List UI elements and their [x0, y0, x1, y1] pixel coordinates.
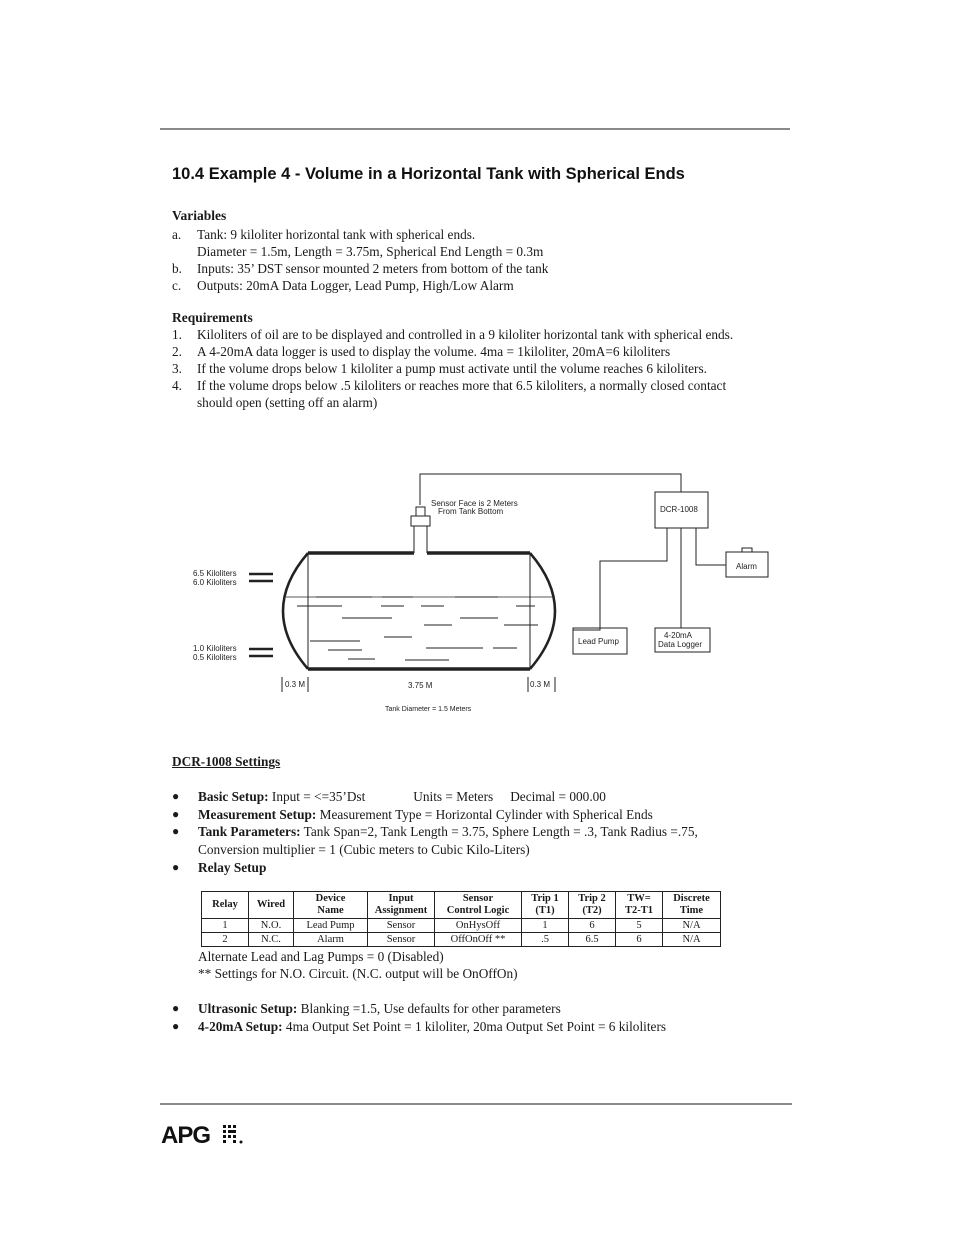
list-item: ● Ultrasonic Setup: Blanking =1.5, Use defaults for other parameters	[172, 1001, 561, 1016]
note-line: Alternate Lead and Lag Pumps = 0 (Disabled)	[198, 949, 444, 964]
liquid-surface	[297, 597, 538, 660]
column-header: Trip 2 (T2)	[569, 892, 616, 919]
requirements-list	[172, 326, 733, 411]
alarm-label: Alarm	[736, 562, 757, 571]
list-item: 2. A 4-20mA data logger is used to display the volume. 4ma = 1kiloliter, 20mA=6 kiloliters	[172, 344, 671, 359]
list-item: ● Tank Parameters: Tank Span=2, Tank Length = 3.75, Sphere Length = .3, Tank Radius =.75,	[172, 824, 698, 840]
footer-rule	[160, 1103, 792, 1105]
list-item-continuation: should open (setting off an alarm)	[197, 395, 378, 410]
list-item: ● 4-20mA Setup: 4ma Output Set Point = 1 kiloliter, 20ma Output Set Point = 6 kiloliters	[172, 1018, 667, 1034]
list-item: b. Inputs: 35’ DST sensor mounted 2 meters from bottom of the tank	[172, 261, 549, 276]
list-item: 1. Kiloliters of oil are to be displayed and controlled in a 9 kiloliter horizontal tank with spherical ends.	[172, 327, 734, 342]
column-header: TW= T2-T1	[616, 892, 663, 919]
column-header: Trip 1 (T1)	[522, 892, 569, 919]
list-item: 3. If the volume drops below 1 kiloliter a pump must activate until the volume reaches 6 kiloliters.	[172, 361, 707, 376]
column-header: Wired	[249, 892, 294, 919]
low-level-marker	[249, 649, 273, 656]
list-item: ● Relay Setup	[172, 859, 267, 875]
settings-list-2	[172, 1000, 666, 1035]
table-header-row	[202, 892, 721, 919]
list-item-continuation: Conversion multiplier = 1 (Cubic meters to Cubic Kilo-Liters)	[198, 842, 530, 858]
tank-diagram	[185, 468, 785, 718]
sensor-body	[414, 526, 427, 553]
list-item: 4. If the volume drops below .5 kiloliters or reaches more that 6.5 kiloliters, a normally closed contact	[172, 378, 727, 393]
table-row: 2 N.C. Alarm Sensor OffOnOff ** .5 6.5 6 N/A	[202, 933, 721, 947]
diameter-label: Tank Diameter = 1.5 Meters	[385, 706, 472, 713]
variables-heading: Variables	[172, 208, 227, 223]
relay-notes	[198, 948, 518, 982]
sensor-head	[411, 516, 430, 526]
column-header: Input Assignment	[368, 892, 435, 919]
relay-table	[201, 891, 721, 947]
level-label: 6.5 Kiloliters	[193, 569, 237, 578]
list-item: a. Tank: 9 kiloliter horizontal tank with spherical ends.	[172, 227, 476, 242]
data-logger-label: 4-20mA	[664, 631, 693, 640]
svg-text:APG: APG	[161, 1122, 211, 1149]
settings-list	[172, 788, 698, 877]
dimension-label: 0.3 M	[285, 680, 306, 689]
tank	[283, 553, 555, 669]
list-item-continuation: Diameter = 1.5m, Length = 3.75m, Spherical End Length = 0.3m	[197, 244, 544, 259]
column-header: Sensor Control Logic	[435, 892, 522, 919]
variables-list	[172, 226, 548, 294]
high-level-marker	[249, 574, 273, 581]
header-rule	[160, 128, 790, 130]
dimension-label: 3.75 M	[408, 681, 433, 690]
apg-logo	[161, 1120, 251, 1150]
dimension-label: 0.3 M	[530, 680, 551, 689]
sensor-label: From Tank Bottom	[438, 507, 504, 516]
note-line: ** Settings for N.O. Circuit. (N.C. output will be OnOffOn)	[198, 966, 518, 981]
alarm-wire	[696, 528, 726, 565]
lead-pump-wire	[573, 528, 667, 630]
data-logger-label: Data Logger	[658, 640, 703, 649]
list-item: ● Basic Setup: Input = <=35’Dst Units = Meters Decimal = 000.00	[172, 789, 606, 804]
list-item: c. Outputs: 20mA Data Logger, Lead Pump, High/Low Alarm	[172, 278, 514, 293]
settings-heading: DCR-1008 Settings	[172, 754, 281, 769]
level-label: 1.0 Kiloliters	[193, 644, 237, 653]
requirements-heading: Requirements	[172, 310, 253, 325]
controller-label: DCR-1008	[660, 505, 698, 514]
column-header: Discrete Time	[663, 892, 721, 919]
section-title: 10.4 Example 4 - Volume in a Horizontal Tank with Spherical Ends	[172, 165, 685, 183]
lead-pump-label: Lead Pump	[578, 637, 619, 646]
level-label: 0.5 Kiloliters	[193, 653, 237, 662]
alarm-bell	[742, 548, 752, 552]
level-label: 6.0 Kiloliters	[193, 578, 237, 587]
table-row: 1 N.O. Lead Pump Sensor OnHysOff 1 6 5 N/A	[202, 919, 721, 933]
sensor-label: Sensor Face is 2 Meters	[431, 499, 518, 508]
column-header: Device Name	[294, 892, 368, 919]
column-header: Relay	[202, 892, 249, 919]
sensor-cap	[416, 507, 425, 516]
list-item: ● Measurement Setup: Measurement Type = Horizontal Cylinder with Spherical Ends	[172, 806, 653, 822]
